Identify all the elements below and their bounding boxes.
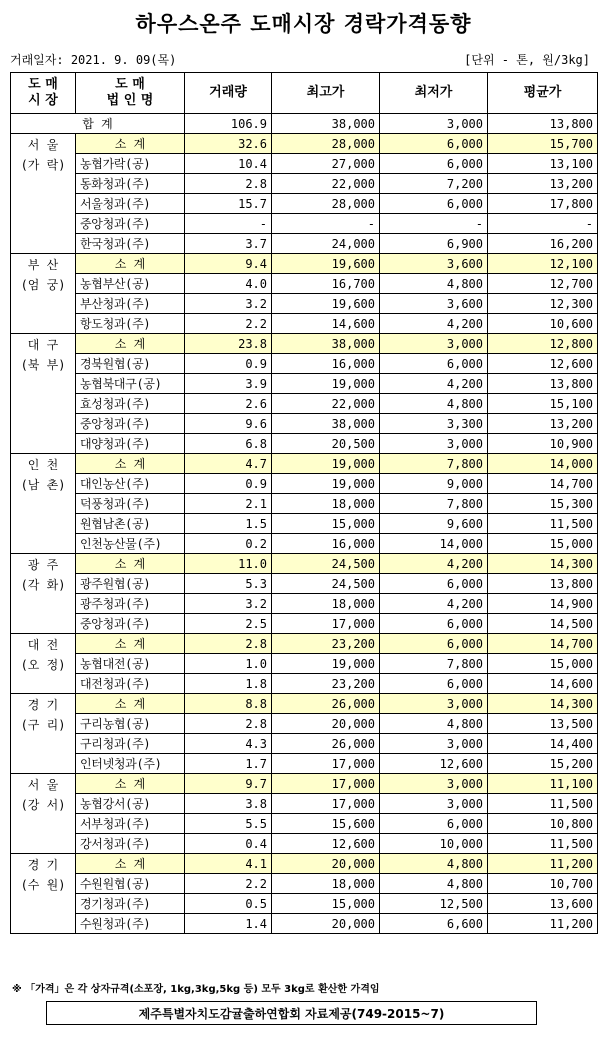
market-name: 인 천 (남 촌) — [11, 454, 76, 554]
unit-label: [단위 - 톤, 원/3kg] — [464, 53, 590, 67]
min-price-cell: 14,000 — [380, 534, 488, 554]
min-price-cell: 7,800 — [380, 454, 488, 474]
corp-name: 효성청과(주) — [76, 394, 185, 414]
table-row — [11, 154, 598, 174]
volume-cell: 4.1 — [185, 854, 272, 874]
min-price-cell: 3,600 — [380, 294, 488, 314]
market-name: 경 기 (구 리) — [11, 694, 76, 774]
avg-price-cell: 10,600 — [488, 314, 598, 334]
table-row — [11, 814, 598, 834]
avg-price-cell: 11,100 — [488, 774, 598, 794]
corp-name: 항도청과(주) — [76, 314, 185, 334]
max-price-cell: 15,000 — [272, 514, 380, 534]
volume-cell: 0.4 — [185, 834, 272, 854]
min-price-cell: 4,200 — [380, 314, 488, 334]
corp-name: 농협강서(공) — [76, 794, 185, 814]
header-market: 도 매 시 장 — [11, 73, 76, 114]
source-box: 제주특별자치도감귤출하연합회 자료제공(749-2015~7) — [46, 1001, 537, 1025]
avg-price-cell: 15,300 — [488, 494, 598, 514]
avg-price-cell: 10,700 — [488, 874, 598, 894]
subtotal-row — [11, 454, 598, 474]
subtotal-row — [11, 694, 598, 714]
avg-price-cell: 13,500 — [488, 714, 598, 734]
max-price-cell: 17,000 — [272, 774, 380, 794]
market-name: 대 전 (오 정) — [11, 634, 76, 694]
market-name: 광 주 (각 화) — [11, 554, 76, 634]
min-price-cell: 4,800 — [380, 714, 488, 734]
volume-cell: 2.2 — [185, 314, 272, 334]
max-price-cell: 26,000 — [272, 734, 380, 754]
volume-cell: 0.9 — [185, 354, 272, 374]
max-price-cell: 17,000 — [272, 794, 380, 814]
volume-cell: 4.0 — [185, 274, 272, 294]
subtotal-row — [11, 554, 598, 574]
corp-name: 소 계 — [76, 634, 185, 654]
avg-price-cell: 11,200 — [488, 854, 598, 874]
corp-name: 소 계 — [76, 854, 185, 874]
max-price-cell: 19,000 — [272, 474, 380, 494]
min-price-cell: 6,000 — [380, 634, 488, 654]
avg-price-cell: 17,800 — [488, 194, 598, 214]
max-price-cell: 22,000 — [272, 174, 380, 194]
min-price-cell: 3,000 — [380, 794, 488, 814]
table-row — [11, 794, 598, 814]
volume-cell: 23.8 — [185, 334, 272, 354]
max-price-cell: 16,000 — [272, 534, 380, 554]
min-price-cell: 4,800 — [380, 274, 488, 294]
header-max: 최고가 — [272, 73, 380, 114]
total-max: 38,000 — [272, 114, 380, 134]
corp-name: 수원원협(공) — [76, 874, 185, 894]
min-price-cell: 6,000 — [380, 674, 488, 694]
avg-price-cell: 13,800 — [488, 574, 598, 594]
table-row — [11, 574, 598, 594]
volume-cell: 4.3 — [185, 734, 272, 754]
avg-price-cell: 12,700 — [488, 274, 598, 294]
corp-name: 광주청과(주) — [76, 594, 185, 614]
corp-name: 서울청과(주) — [76, 194, 185, 214]
volume-cell: 3.7 — [185, 234, 272, 254]
corp-name: 동화청과(주) — [76, 174, 185, 194]
max-price-cell: 19,000 — [272, 374, 380, 394]
max-price-cell: 22,000 — [272, 394, 380, 414]
corp-name: 대전청과(주) — [76, 674, 185, 694]
max-price-cell: 18,000 — [272, 874, 380, 894]
volume-cell: 32.6 — [185, 134, 272, 154]
corp-name: 소 계 — [76, 554, 185, 574]
volume-cell: 1.5 — [185, 514, 272, 534]
min-price-cell: 6,000 — [380, 194, 488, 214]
table-row — [11, 894, 598, 914]
max-price-cell: 16,700 — [272, 274, 380, 294]
avg-price-cell: 14,300 — [488, 554, 598, 574]
corp-name: 소 계 — [76, 334, 185, 354]
corp-name: 중앙청과(주) — [76, 614, 185, 634]
avg-price-cell: 14,700 — [488, 474, 598, 494]
volume-cell: 5.5 — [185, 814, 272, 834]
avg-price-cell: 11,500 — [488, 514, 598, 534]
min-price-cell: 9,600 — [380, 514, 488, 534]
volume-cell: 3.2 — [185, 294, 272, 314]
min-price-cell: 3,000 — [380, 734, 488, 754]
page-title: 하우스온주 도매시장 경락가격동향 — [135, 12, 472, 36]
table-row — [11, 374, 598, 394]
volume-cell: 15.7 — [185, 194, 272, 214]
volume-cell: 6.8 — [185, 434, 272, 454]
min-price-cell: 6,000 — [380, 354, 488, 374]
volume-cell: 1.4 — [185, 914, 272, 934]
min-price-cell: 4,800 — [380, 854, 488, 874]
corp-name: 소 계 — [76, 694, 185, 714]
table-row — [11, 874, 598, 894]
avg-price-cell: 10,900 — [488, 434, 598, 454]
table-row — [11, 214, 598, 234]
total-volume: 106.9 — [185, 114, 272, 134]
min-price-cell: 4,800 — [380, 874, 488, 894]
corp-name: 인천농산물(주) — [76, 534, 185, 554]
max-price-cell: 14,600 — [272, 314, 380, 334]
max-price-cell: 24,500 — [272, 554, 380, 574]
max-price-cell: 15,600 — [272, 814, 380, 834]
corp-name: 구리농협(공) — [76, 714, 185, 734]
table-row — [11, 174, 598, 194]
max-price-cell: 27,000 — [272, 154, 380, 174]
max-price-cell: 17,000 — [272, 614, 380, 634]
avg-price-cell: 13,200 — [488, 414, 598, 434]
avg-price-cell: 12,600 — [488, 354, 598, 374]
corp-name: 원협남촌(공) — [76, 514, 185, 534]
min-price-cell: 4,200 — [380, 554, 488, 574]
market-name: 대 구 (북 부) — [11, 334, 76, 454]
table-row — [11, 434, 598, 454]
avg-price-cell: 14,400 — [488, 734, 598, 754]
table-row — [11, 394, 598, 414]
avg-price-cell: 12,300 — [488, 294, 598, 314]
table-row — [11, 294, 598, 314]
corp-name: 농협북대구(공) — [76, 374, 185, 394]
corp-name: 농협대전(공) — [76, 654, 185, 674]
avg-price-cell: 14,300 — [488, 694, 598, 714]
table-row — [11, 714, 598, 734]
min-price-cell: 7,800 — [380, 494, 488, 514]
max-price-cell: 12,600 — [272, 834, 380, 854]
max-price-cell: 20,000 — [272, 714, 380, 734]
volume-cell: 9.6 — [185, 414, 272, 434]
avg-price-cell: 13,800 — [488, 374, 598, 394]
min-price-cell: 3,600 — [380, 254, 488, 274]
volume-cell: 2.5 — [185, 614, 272, 634]
min-price-cell: - — [380, 214, 488, 234]
market-name: 서 울 (가 락) — [11, 134, 76, 254]
subtotal-row — [11, 134, 598, 154]
max-price-cell: 19,600 — [272, 294, 380, 314]
table-row — [11, 494, 598, 514]
corp-name: 한국청과(주) — [76, 234, 185, 254]
table-row — [11, 234, 598, 254]
min-price-cell: 3,300 — [380, 414, 488, 434]
table-row — [11, 414, 598, 434]
corp-name: 중앙청과(주) — [76, 214, 185, 234]
min-price-cell: 6,000 — [380, 614, 488, 634]
volume-cell: 0.9 — [185, 474, 272, 494]
table-row — [11, 734, 598, 754]
max-price-cell: 38,000 — [272, 414, 380, 434]
min-price-cell: 7,800 — [380, 654, 488, 674]
volume-cell: 10.4 — [185, 154, 272, 174]
max-price-cell: 28,000 — [272, 194, 380, 214]
corp-name: 농협부산(공) — [76, 274, 185, 294]
subtotal-row — [11, 774, 598, 794]
header-avg: 평균가 — [488, 73, 598, 114]
trade-date: 거래일자: 2021. 9. 09(목) — [10, 53, 177, 67]
table-row — [11, 654, 598, 674]
corp-name: 소 계 — [76, 774, 185, 794]
min-price-cell: 6,000 — [380, 814, 488, 834]
volume-cell: 2.8 — [185, 634, 272, 654]
table-body — [11, 114, 598, 934]
subtotal-row — [11, 254, 598, 274]
volume-cell: 1.7 — [185, 754, 272, 774]
max-price-cell: 18,000 — [272, 594, 380, 614]
max-price-cell: 17,000 — [272, 754, 380, 774]
total-row — [11, 114, 598, 134]
volume-cell: 4.7 — [185, 454, 272, 474]
volume-cell: 0.5 — [185, 894, 272, 914]
corp-name: 소 계 — [76, 454, 185, 474]
total-min: 3,000 — [380, 114, 488, 134]
corp-name: 소 계 — [76, 254, 185, 274]
table-row — [11, 674, 598, 694]
min-price-cell: 3,000 — [380, 434, 488, 454]
max-price-cell: 26,000 — [272, 694, 380, 714]
price-table — [10, 72, 598, 934]
min-price-cell: 3,000 — [380, 774, 488, 794]
header-corp: 도 매 법 인 명 — [76, 73, 185, 114]
avg-price-cell: 11,500 — [488, 834, 598, 854]
avg-price-cell: 10,800 — [488, 814, 598, 834]
min-price-cell: 6,600 — [380, 914, 488, 934]
volume-cell: 2.2 — [185, 874, 272, 894]
table-row — [11, 534, 598, 554]
volume-cell: 2.8 — [185, 174, 272, 194]
avg-price-cell: 14,700 — [488, 634, 598, 654]
avg-price-cell: 15,000 — [488, 534, 598, 554]
max-price-cell: 20,000 — [272, 854, 380, 874]
avg-price-cell: 14,000 — [488, 454, 598, 474]
total-label: 합 계 — [11, 114, 185, 134]
avg-price-cell: 15,100 — [488, 394, 598, 414]
max-price-cell: 38,000 — [272, 334, 380, 354]
table-row — [11, 594, 598, 614]
subtotal-row — [11, 854, 598, 874]
avg-price-cell: 16,200 — [488, 234, 598, 254]
min-price-cell: 6,000 — [380, 154, 488, 174]
total-avg: 13,800 — [488, 114, 598, 134]
min-price-cell: 6,900 — [380, 234, 488, 254]
volume-cell: 11.0 — [185, 554, 272, 574]
min-price-cell: 9,000 — [380, 474, 488, 494]
market-name: 경 기 (수 원) — [11, 854, 76, 934]
avg-price-cell: 12,800 — [488, 334, 598, 354]
avg-price-cell: 15,000 — [488, 654, 598, 674]
volume-cell: 3.9 — [185, 374, 272, 394]
volume-cell: 2.6 — [185, 394, 272, 414]
min-price-cell: 4,200 — [380, 374, 488, 394]
volume-cell: 5.3 — [185, 574, 272, 594]
avg-price-cell: 13,200 — [488, 174, 598, 194]
table-row — [11, 274, 598, 294]
avg-price-cell: 15,200 — [488, 754, 598, 774]
table-row — [11, 614, 598, 634]
info-bar — [10, 51, 590, 69]
min-price-cell: 7,200 — [380, 174, 488, 194]
volume-cell: 3.8 — [185, 794, 272, 814]
min-price-cell: 4,800 — [380, 394, 488, 414]
min-price-cell: 12,500 — [380, 894, 488, 914]
max-price-cell: 24,000 — [272, 234, 380, 254]
avg-price-cell: - — [488, 214, 598, 234]
avg-price-cell: 11,200 — [488, 914, 598, 934]
max-price-cell: 24,500 — [272, 574, 380, 594]
volume-cell: 2.8 — [185, 714, 272, 734]
volume-cell: 8.8 — [185, 694, 272, 714]
max-price-cell: 20,500 — [272, 434, 380, 454]
table-row — [11, 754, 598, 774]
corp-name: 구리청과(주) — [76, 734, 185, 754]
avg-price-cell: 13,600 — [488, 894, 598, 914]
max-price-cell: 16,000 — [272, 354, 380, 374]
avg-price-cell: 14,600 — [488, 674, 598, 694]
min-price-cell: 10,000 — [380, 834, 488, 854]
market-name: 서 울 (강 서) — [11, 774, 76, 854]
corp-name: 대양청과(주) — [76, 434, 185, 454]
table-row — [11, 834, 598, 854]
market-name: 부 산 (엄 궁) — [11, 254, 76, 334]
corp-name: 농협가락(공) — [76, 154, 185, 174]
avg-price-cell: 14,900 — [488, 594, 598, 614]
volume-cell: 3.2 — [185, 594, 272, 614]
header-volume: 거래량 — [185, 73, 272, 114]
max-price-cell: 19,000 — [272, 454, 380, 474]
corp-name: 광주원협(공) — [76, 574, 185, 594]
max-price-cell: 19,600 — [272, 254, 380, 274]
avg-price-cell: 15,700 — [488, 134, 598, 154]
corp-name: 부산청과(주) — [76, 294, 185, 314]
corp-name: 경기청과(주) — [76, 894, 185, 914]
max-price-cell: 15,000 — [272, 894, 380, 914]
footnote: ※ 「가격」은 각 상자규격(소포장, 1kg,3kg,5kg 등) 모두 3kg로 환산한 가격임 — [12, 984, 380, 995]
subtotal-row — [11, 334, 598, 354]
min-price-cell: 3,000 — [380, 694, 488, 714]
table-row — [11, 194, 598, 214]
volume-cell: 2.1 — [185, 494, 272, 514]
corp-name: 덕풍청과(주) — [76, 494, 185, 514]
table-row — [11, 914, 598, 934]
volume-cell: 0.2 — [185, 534, 272, 554]
avg-price-cell: 14,500 — [488, 614, 598, 634]
corp-name: 강서청과(주) — [76, 834, 185, 854]
corp-name: 대인농산(주) — [76, 474, 185, 494]
max-price-cell: 28,000 — [272, 134, 380, 154]
min-price-cell: 6,000 — [380, 134, 488, 154]
min-price-cell: 6,000 — [380, 574, 488, 594]
corp-name: 소 계 — [76, 134, 185, 154]
subtotal-row — [11, 634, 598, 654]
header-row — [11, 73, 598, 114]
volume-cell: 9.7 — [185, 774, 272, 794]
volume-cell: 1.8 — [185, 674, 272, 694]
table-row — [11, 514, 598, 534]
header-min: 최저가 — [380, 73, 488, 114]
avg-price-cell: 12,100 — [488, 254, 598, 274]
table-row — [11, 314, 598, 334]
max-price-cell: 20,000 — [272, 914, 380, 934]
min-price-cell: 4,200 — [380, 594, 488, 614]
min-price-cell: 3,000 — [380, 334, 488, 354]
max-price-cell: 23,200 — [272, 674, 380, 694]
avg-price-cell: 11,500 — [488, 794, 598, 814]
corp-name: 수원청과(주) — [76, 914, 185, 934]
volume-cell: 1.0 — [185, 654, 272, 674]
corp-name: 중앙청과(주) — [76, 414, 185, 434]
max-price-cell: 18,000 — [272, 494, 380, 514]
max-price-cell: 19,000 — [272, 654, 380, 674]
avg-price-cell: 13,100 — [488, 154, 598, 174]
table-row — [11, 474, 598, 494]
table-row — [11, 354, 598, 374]
max-price-cell: - — [272, 214, 380, 234]
volume-cell: 9.4 — [185, 254, 272, 274]
corp-name: 경북원협(공) — [76, 354, 185, 374]
corp-name: 인터넷청과(주) — [76, 754, 185, 774]
min-price-cell: 12,600 — [380, 754, 488, 774]
corp-name: 서부청과(주) — [76, 814, 185, 834]
max-price-cell: 23,200 — [272, 634, 380, 654]
volume-cell: - — [185, 214, 272, 234]
